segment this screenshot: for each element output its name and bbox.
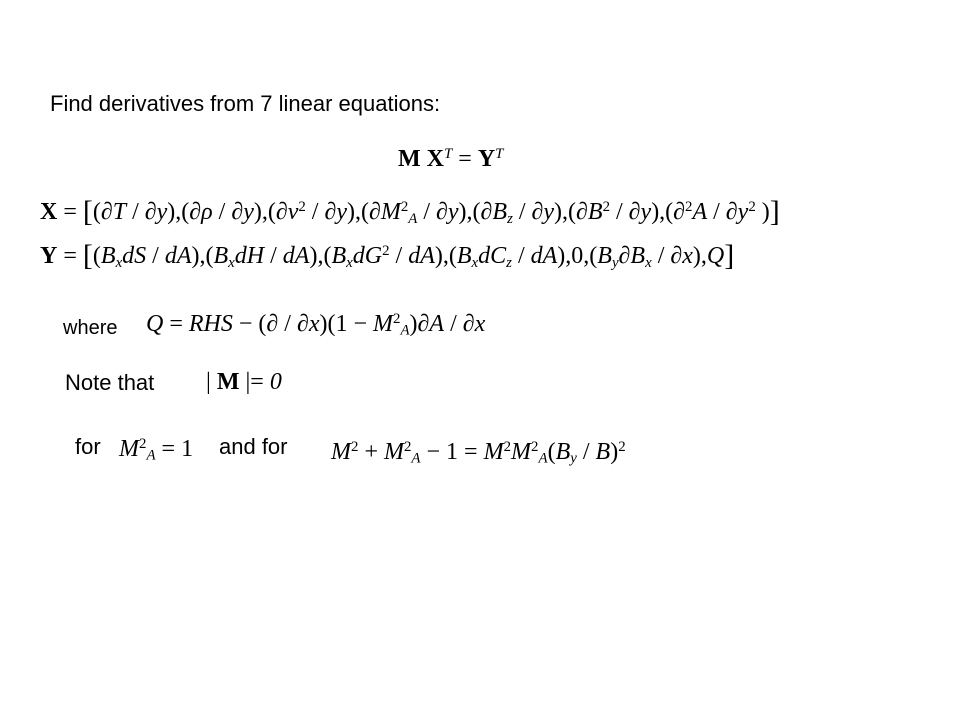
determinant-equation: | M |= 0 bbox=[206, 369, 282, 395]
heading-text: Find derivatives from 7 linear equations: bbox=[50, 91, 441, 116]
y-vector-equation: $Y = [(B_xdS / dA),(B_xdH / dA),(B_xdG^2 / dA),(B_xdC_z / dA),0,(B_y\partial B_x / \partial x),Q]$ bbox=[40, 239, 735, 272]
magnetosonic-condition-equation: $M^2 + M^2_A - 1 = M^2M^2_A(B_y / B)^2$ bbox=[331, 438, 626, 467]
matrix-equation: M $X^T = Y^T$ bbox=[398, 145, 504, 172]
where-label: where bbox=[63, 317, 118, 339]
q-definition-equation: Q = RHS − (∂ / $\partial x)(1 - M^2_A)\partial A / \partial x$ bbox=[146, 310, 486, 339]
note-that-label: Note that bbox=[65, 370, 155, 395]
x-vector-equation: $X = [(\partial T / \partial y),(\partial\rho / \partial y),(\partial v^2 / \partial y),(\partial M^2_A / \partial y),(\partial B_z / \partial y),(\partial B^2 / \partial y),(\partial^2A / \partial y^2$ )] bbox=[40, 195, 780, 228]
alfven-condition-equation: $M^2_A = 1$ bbox=[119, 435, 194, 464]
and-for-label: and for bbox=[219, 434, 288, 459]
for-label: for bbox=[75, 434, 101, 459]
